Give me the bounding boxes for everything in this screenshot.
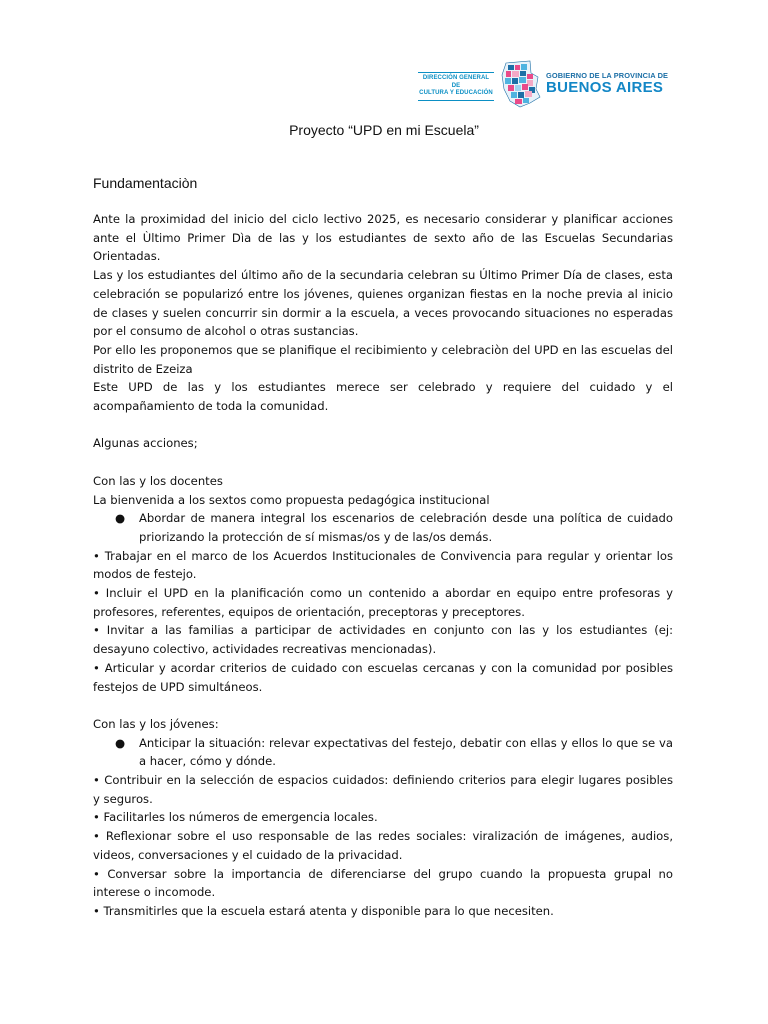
document-title: Proyecto “UPD en mi Escuela” xyxy=(289,122,479,138)
paragraph-intro: Ante la proximidad del inicio del ciclo lectivo 2025, es necesario considerar y planificar acciones ante el Ùltimo Primer Dìa de las y los estudiantes de sexto año de las Escuelas Secundarias Orientadas. xyxy=(93,212,673,264)
gobierno-buenos-aires-logo xyxy=(546,71,669,98)
paragraph-proposal: Por ello les proponemos que se planifique el recibimiento y celebraciòn del UPD en las escuelas del distrito de Ezeiza xyxy=(93,342,673,376)
jovenes-heading: Con las y los jóvenes: xyxy=(93,716,219,731)
acciones-heading: Algunas acciones; xyxy=(93,436,198,451)
list-item: • Conversar sobre la importancia de diferenciarse del grupo cuando la propuesta grupal no interese o incomode. xyxy=(93,866,673,900)
bullet-dot: ● xyxy=(115,511,126,526)
bullet-dot: ● xyxy=(115,735,126,750)
logo-right-line2: BUENOS AIRES xyxy=(546,79,664,96)
list-item xyxy=(93,734,673,771)
direccion-general-logo xyxy=(418,72,494,94)
logo-left-line1: DIRECCIÓN GENERAL DE xyxy=(418,72,494,90)
list-item: • Invitar a las familias a participar de actividades en conjunto con las y los estudiantes (ej: desayuno colectivo, actividades recreativas mencionadas). xyxy=(93,623,673,657)
paragraph-celebration: Las y los estudiantes del último año de la secundaria celebran su Último Primer Día de clases, esta celebración se popularizó entre los jóvenes, quienes organizan fiestas en la noche previa al inicio de clases y suelen concurrir sin dormir a la escuela, a veces provocando situaciones no esperadas por el consumo de alcohol o otras sustancias. xyxy=(93,268,673,339)
document-body xyxy=(93,210,673,921)
list-item: • Facilitarles los números de emergencia locales. xyxy=(93,810,378,825)
list-item xyxy=(93,509,673,546)
logo-right-line1: GOBIERNO DE LA PROVINCIA DE xyxy=(546,71,669,80)
paragraph-community: Este UPD de las y los estudiantes merece ser celebrado y requiere del cuidado y el acompañamiento de toda la comunidad. xyxy=(93,380,673,414)
list-item: • Trabajar en el marco de los Acuerdos Institucionales de Convivencia para regular y orientar los modos de festejo. xyxy=(93,548,673,582)
list-item: • Reflexionar sobre el uso responsable de las redes sociales: viralización de imágenes, audios, videos, conversaciones y el cuidado de la privacidad. xyxy=(93,829,673,862)
jovenes-bullet-list xyxy=(93,734,673,771)
docentes-intro: La bienvenida a los sextos como propuesta pedagógica institucional xyxy=(93,492,490,507)
docentes-heading: Con las y los docentes xyxy=(93,473,223,488)
list-item: • Articular y acordar criterios de cuidado con escuelas cercanas y con la comunidad por posibles festejos de UPD simultáneos. xyxy=(93,660,673,694)
section-heading: Fundamentaciòn xyxy=(93,175,198,191)
province-map-icon xyxy=(500,59,542,109)
logo-left-line2: CULTURA Y EDUCACIÓN xyxy=(418,90,494,101)
list-item-text: Abordar de manera integral los escenarios de celebración desde una política de cuidado priorizando la protección de sí mismas/os y de las/os demás. xyxy=(139,511,673,544)
docentes-bullet-list xyxy=(93,509,673,546)
list-item: • Incluir el UPD en la planificación como un contenido a abordar en equipo entre profesoras y profesores, referentes, equipos de orientación, preceptoras y preceptores. xyxy=(93,586,673,619)
list-item-text: Anticipar la situación: relevar expectativas del festejo, debatir con ellas y ellos lo que se va a hacer, cómo y dónde. xyxy=(139,735,673,769)
list-item: • Contribuir en la selección de espacios cuidados: definiendo criterios para elegir lugares posibles y seguros. xyxy=(93,773,673,806)
list-item: • Transmitirles que la escuela estará atenta y disponible para lo que necesiten. xyxy=(93,903,554,918)
